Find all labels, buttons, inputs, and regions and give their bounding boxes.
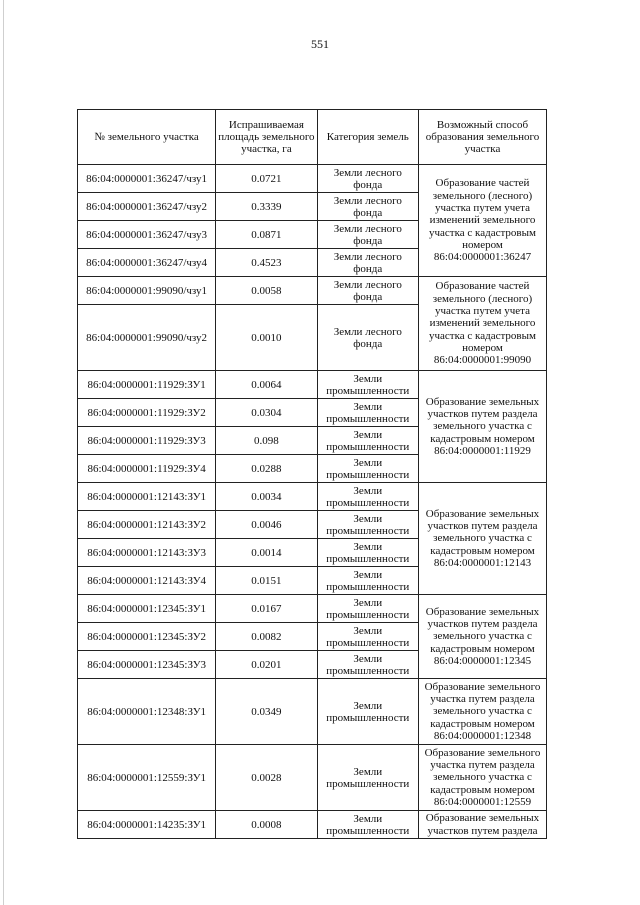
category-cell: Земли промышленности: [317, 567, 418, 595]
page-number: 551: [311, 37, 329, 51]
table-row: [78, 483, 547, 511]
category-cell: Земли промышленности: [317, 427, 418, 455]
parcel-number-cell: 86:04:0000001:36247/чзу4: [78, 249, 216, 277]
category-cell: Земли промышленности: [317, 483, 418, 511]
category-cell: Земли лесного фонда: [317, 221, 418, 249]
area-cell: 0.0349: [216, 679, 317, 745]
area-cell: 0.4523: [216, 249, 317, 277]
method-cell: Образование земельных участков путем раздела: [418, 811, 546, 839]
area-cell: 0.0201: [216, 651, 317, 679]
parcel-number-cell: 86:04:0000001:99090/чзу1: [78, 277, 216, 305]
header-area: Испрашиваемая площадь земельного участка, га: [216, 110, 317, 165]
category-cell: Земли лесного фонда: [317, 193, 418, 221]
parcel-number-cell: 86:04:0000001:11929:ЗУ4: [78, 455, 216, 483]
category-cell: Земли промышленности: [317, 679, 418, 745]
area-cell: 0.0028: [216, 745, 317, 811]
category-cell: Земли промышленности: [317, 455, 418, 483]
table-row: [78, 811, 547, 839]
category-cell: Земли лесного фонда: [317, 165, 418, 193]
method-cell: Образование земельных участков путем раздела земельного участка с кадастровым номером 86:04:0000001:12345: [418, 595, 546, 679]
parcel-number-cell: 86:04:0000001:36247/чзу1: [78, 165, 216, 193]
parcel-number-cell: 86:04:0000001:12348:ЗУ1: [78, 679, 216, 745]
parcel-number-cell: 86:04:0000001:12345:ЗУ3: [78, 651, 216, 679]
scan-margin-line: [3, 0, 4, 905]
area-cell: 0.0082: [216, 623, 317, 651]
parcel-number-cell: 86:04:0000001:11929:ЗУ2: [78, 399, 216, 427]
parcel-number-cell: 86:04:0000001:12143:ЗУ3: [78, 539, 216, 567]
category-cell: Земли промышленности: [317, 371, 418, 399]
parcel-number-cell: 86:04:0000001:12143:ЗУ2: [78, 511, 216, 539]
method-cell: Образование частей земельного (лесного) участка путем учета изменений земельного участка с кадастровым номером 86:04:0000001:36247: [418, 165, 546, 277]
category-cell: Земли промышленности: [317, 623, 418, 651]
parcel-number-cell: 86:04:0000001:11929:ЗУ3: [78, 427, 216, 455]
table-row: [78, 679, 547, 745]
area-cell: 0.3339: [216, 193, 317, 221]
method-cell: Образование земельных участков путем раздела земельного участка с кадастровым номером 86:04:0000001:12143: [418, 483, 546, 595]
header-category: Категория земель: [317, 110, 418, 165]
area-cell: 0.0871: [216, 221, 317, 249]
header-method: Возможный способ образования земельного участка: [418, 110, 546, 165]
land-parcels-table: [77, 109, 547, 839]
category-cell: Земли промышленности: [317, 399, 418, 427]
table-row: [78, 745, 547, 811]
area-cell: 0.0058: [216, 277, 317, 305]
table-row: [78, 277, 547, 305]
method-cell: Образование земельного участка путем раздела земельного участка с кадастровым номером 86:04:0000001:12559: [418, 745, 546, 811]
category-cell: Земли лесного фонда: [317, 277, 418, 305]
area-cell: 0.0014: [216, 539, 317, 567]
area-cell: 0.098: [216, 427, 317, 455]
parcel-number-cell: 86:04:0000001:11929:ЗУ1: [78, 371, 216, 399]
parcel-number-cell: 86:04:0000001:14235:ЗУ1: [78, 811, 216, 839]
category-cell: Земли промышленности: [317, 511, 418, 539]
category-cell: Земли промышленности: [317, 811, 418, 839]
area-cell: 0.0010: [216, 305, 317, 371]
header-parcel-no: № земельного участка: [78, 110, 216, 165]
category-cell: Земли промышленности: [317, 539, 418, 567]
area-cell: 0.0721: [216, 165, 317, 193]
table-row: [78, 165, 547, 193]
parcel-number-cell: 86:04:0000001:12143:ЗУ4: [78, 567, 216, 595]
category-cell: Земли лесного фонда: [317, 249, 418, 277]
category-cell: Земли лесного фонда: [317, 305, 418, 371]
table-header-row: [78, 110, 547, 165]
parcel-number-cell: 86:04:0000001:12345:ЗУ1: [78, 595, 216, 623]
area-cell: 0.0304: [216, 399, 317, 427]
method-cell: Образование земельного участка путем раздела земельного участка с кадастровым номером 86:04:0000001:12348: [418, 679, 546, 745]
area-cell: 0.0008: [216, 811, 317, 839]
parcel-number-cell: 86:04:0000001:99090/чзу2: [78, 305, 216, 371]
table-row: [78, 371, 547, 399]
table-row: [78, 595, 547, 623]
category-cell: Земли промышленности: [317, 595, 418, 623]
parcel-number-cell: 86:04:0000001:36247/чзу3: [78, 221, 216, 249]
category-cell: Земли промышленности: [317, 745, 418, 811]
parcel-number-cell: 86:04:0000001:36247/чзу2: [78, 193, 216, 221]
parcel-number-cell: 86:04:0000001:12143:ЗУ1: [78, 483, 216, 511]
area-cell: 0.0034: [216, 483, 317, 511]
area-cell: 0.0064: [216, 371, 317, 399]
area-cell: 0.0167: [216, 595, 317, 623]
area-cell: 0.0151: [216, 567, 317, 595]
area-cell: 0.0046: [216, 511, 317, 539]
parcel-number-cell: 86:04:0000001:12559:ЗУ1: [78, 745, 216, 811]
category-cell: Земли промышленности: [317, 651, 418, 679]
area-cell: 0.0288: [216, 455, 317, 483]
parcel-number-cell: 86:04:0000001:12345:ЗУ2: [78, 623, 216, 651]
method-cell: Образование земельных участков путем раздела земельного участка с кадастровым номером 86:04:0000001:11929: [418, 371, 546, 483]
method-cell: Образование частей земельного (лесного) участка путем учета изменений земельного участка с кадастровым номером 86:04:0000001:99090: [418, 277, 546, 371]
